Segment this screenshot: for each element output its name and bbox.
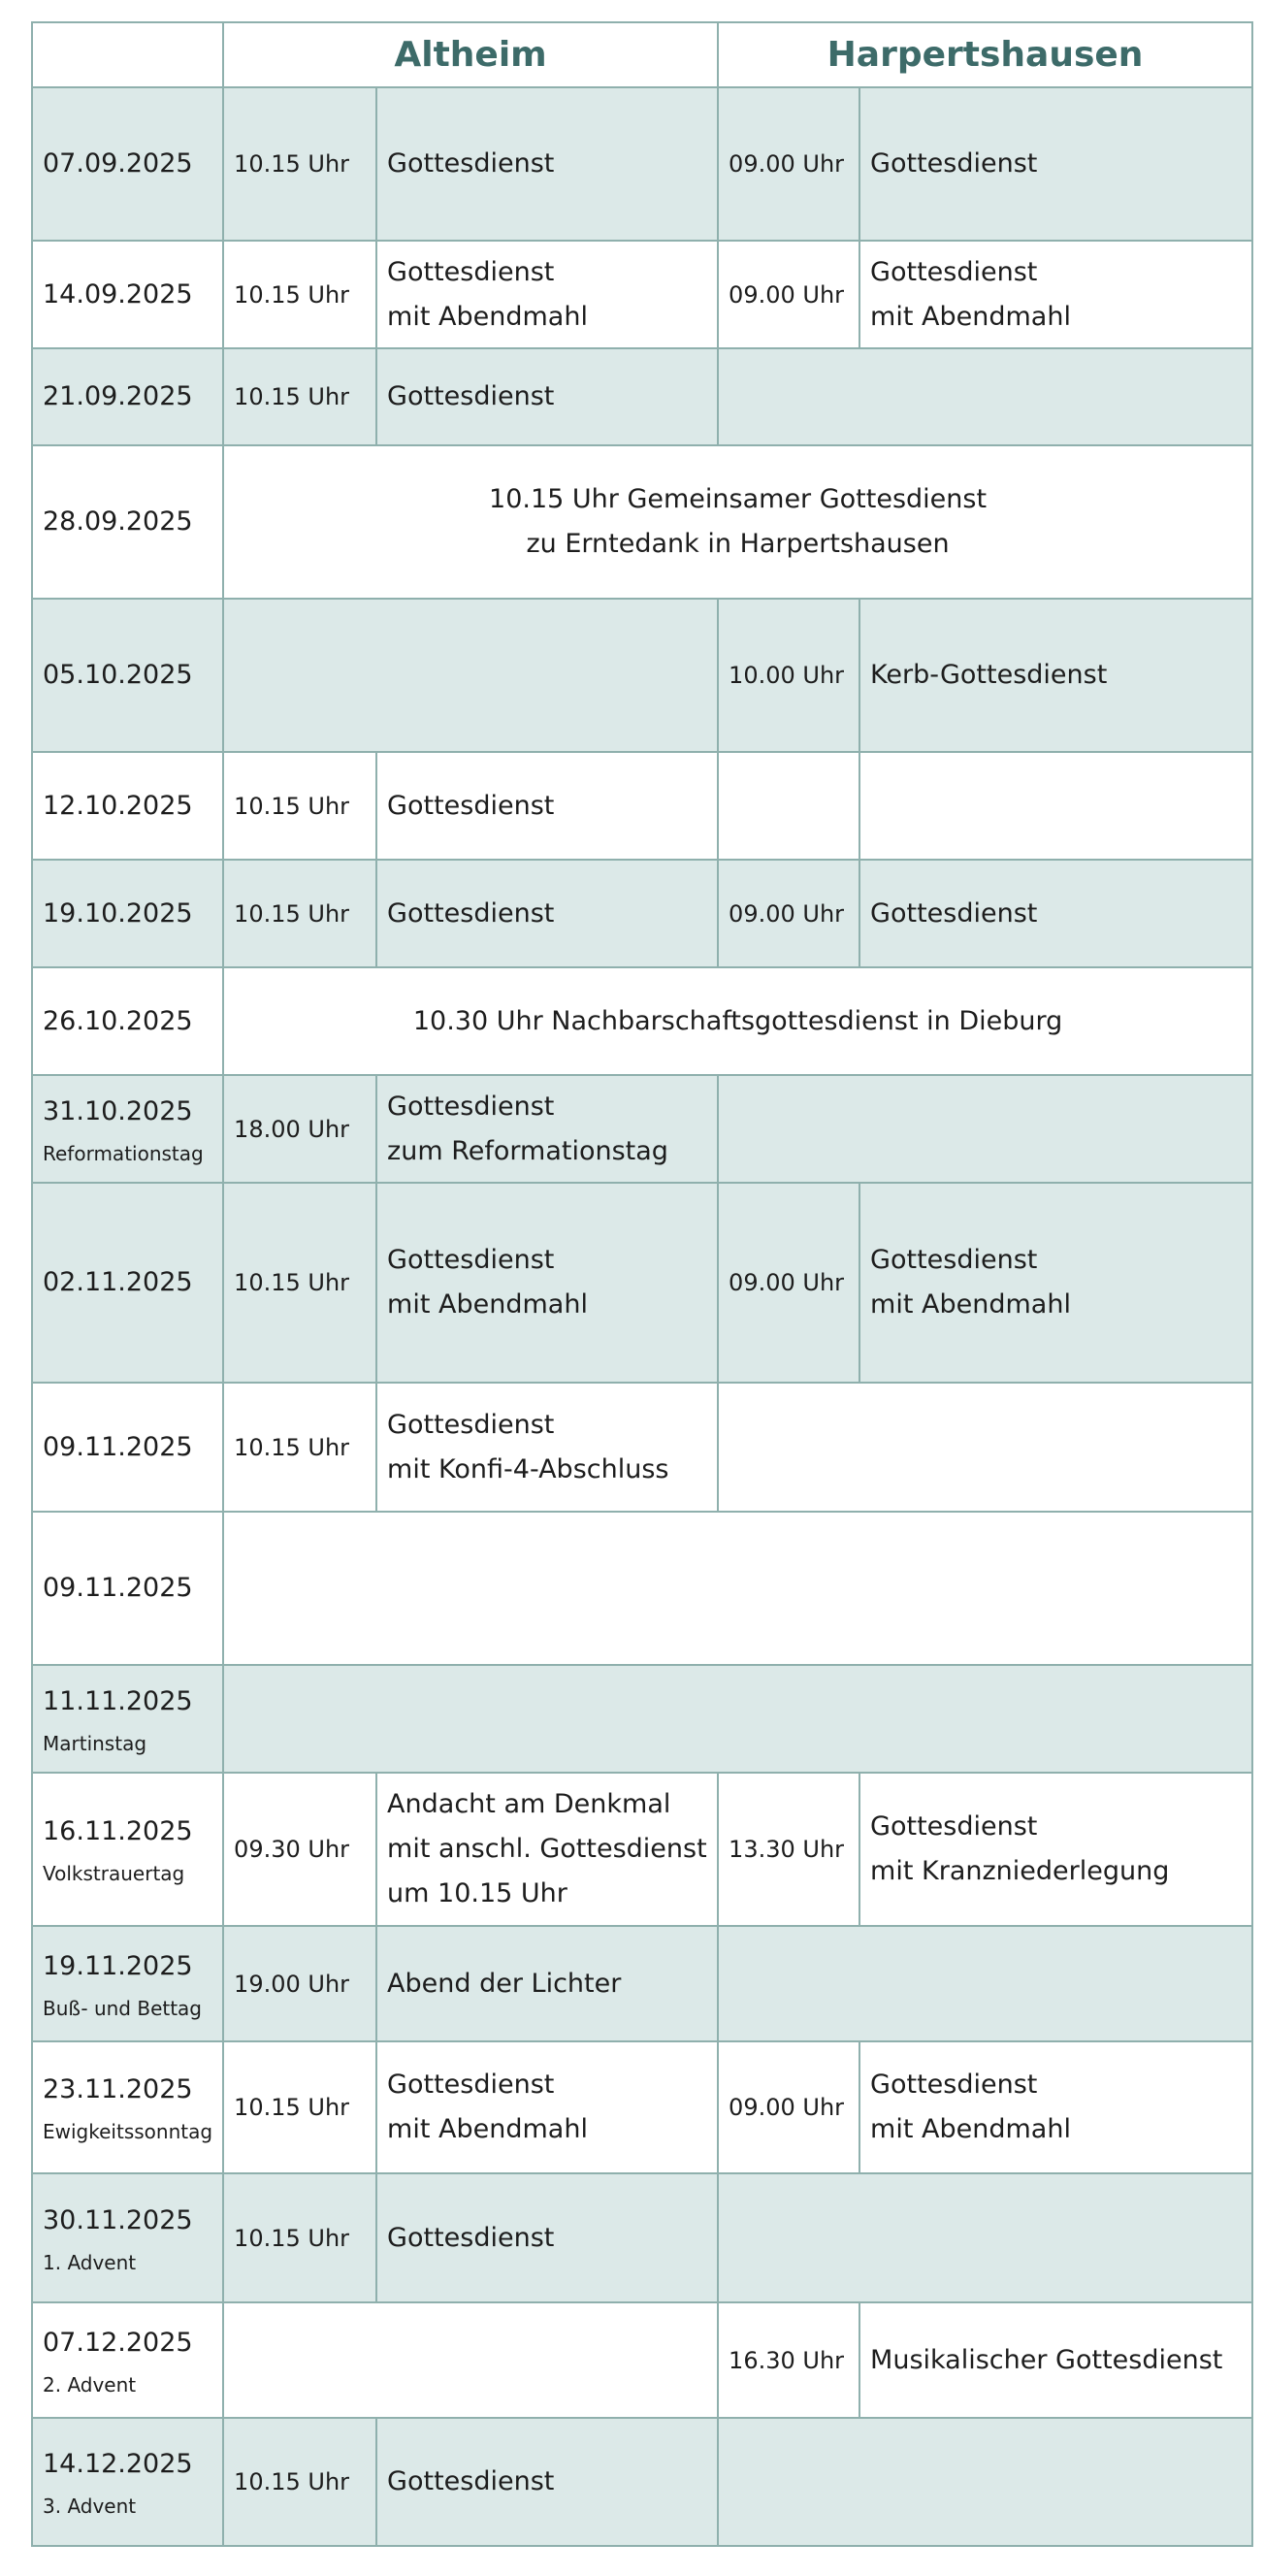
- harpertshausen-empty: [718, 1383, 1252, 1512]
- day-note: Volkstrauertag: [43, 1862, 185, 1885]
- altheim-header: Altheim: [223, 22, 718, 87]
- date-cell: 31.10.2025 Reformationstag: [32, 1075, 223, 1183]
- table-row: [32, 599, 1252, 752]
- harpertshausen-service: Gottesdienst mit Abendmahl: [859, 1183, 1252, 1383]
- day-note: 3. Advent: [43, 2494, 137, 2518]
- harpertshausen-time: 10.00 Uhr: [718, 599, 859, 752]
- altheim-service: Gottesdienst mit Abendmahl: [376, 2041, 718, 2173]
- harpertshausen-empty: [718, 1926, 1252, 2041]
- altheim-service: Andacht am Denkmal mit anschl. Gottesdienst um 10.15 Uhr: [376, 1773, 718, 1926]
- date-cell: 30.11.2025 1. Advent: [32, 2173, 223, 2302]
- table-row: [32, 2418, 1252, 2546]
- harpertshausen-time: 09.00 Uhr: [718, 860, 859, 967]
- harpertshausen-empty: [718, 348, 1252, 445]
- altheim-empty: [223, 599, 718, 752]
- date-column-header: [32, 22, 223, 87]
- day-note: 2. Advent: [43, 2372, 137, 2397]
- table-row: [32, 860, 1252, 967]
- harpertshausen-service: Musikalischer Gottesdienst: [859, 2302, 1252, 2418]
- table-row: [32, 1926, 1252, 2041]
- table-row: [32, 1075, 1252, 1183]
- day-note: Martinstag: [43, 1731, 147, 1755]
- table-row: [32, 87, 1252, 241]
- date-cell: 11.11.2025 Martinstag: [32, 1665, 223, 1773]
- day-note: Reformationstag: [43, 1141, 204, 1165]
- altheim-service: Abend der Lichter: [376, 1926, 718, 2041]
- altheim-time: 10.15 Uhr: [223, 752, 376, 860]
- date-cell: 21.09.2025: [32, 348, 223, 445]
- altheim-empty: [223, 2302, 718, 2418]
- altheim-service: Gottesdienst: [376, 752, 718, 860]
- harpertshausen-time: 09.00 Uhr: [718, 241, 859, 348]
- joint-service: 10.15 Uhr Gemeinsamer Gottesdienst zu Erntedank in Harpertshausen: [223, 445, 1252, 599]
- altheim-service: Gottesdienst: [376, 2418, 718, 2546]
- date-cell: 12.10.2025: [32, 752, 223, 860]
- date-cell: 05.10.2025: [32, 599, 223, 752]
- date-cell: 09.11.2025: [32, 1383, 223, 1512]
- harpertshausen-service: Kerb-Gottesdienst: [859, 599, 1252, 752]
- harpertshausen-empty: [718, 2418, 1252, 2546]
- harpertshausen-service: Gottesdienst mit Kranzniederlegung: [859, 1773, 1252, 1926]
- table-row: [32, 1383, 1252, 1512]
- altheim-service: Gottesdienst mit Abendmahl: [376, 1183, 718, 1383]
- altheim-service: Gottesdienst: [376, 87, 718, 241]
- altheim-service: Gottesdienst: [376, 860, 718, 967]
- altheim-service: Gottesdienst: [376, 2173, 718, 2302]
- date-cell: 16.11.2025 Volkstrauertag: [32, 1773, 223, 1926]
- altheim-time: 10.15 Uhr: [223, 1383, 376, 1512]
- date-cell: 09.11.2025: [32, 1512, 223, 1665]
- date-cell: 02.11.2025: [32, 1183, 223, 1383]
- altheim-service: Gottesdienst mit Konfi-4-Abschluss: [376, 1383, 718, 1512]
- altheim-time: 10.15 Uhr: [223, 860, 376, 967]
- table-row: [32, 1665, 1252, 1773]
- harpertshausen-service: Gottesdienst: [859, 87, 1252, 241]
- table-row: [32, 967, 1252, 1075]
- altheim-service: Gottesdienst: [376, 348, 718, 445]
- date-cell: 19.11.2025 Buß- und Bettag: [32, 1926, 223, 2041]
- harpertshausen-empty: [718, 1075, 1252, 1183]
- harpertshausen-service: Gottesdienst mit Abendmahl: [859, 241, 1252, 348]
- harpertshausen-time-empty: [718, 752, 859, 860]
- harpertshausen-header: Harpertshausen: [718, 22, 1252, 87]
- service-schedule-table: [31, 21, 1253, 2547]
- altheim-service: Gottesdienst zum Reformationstag: [376, 1075, 718, 1183]
- altheim-time: 10.15 Uhr: [223, 241, 376, 348]
- altheim-time: 18.00 Uhr: [223, 1075, 376, 1183]
- harpertshausen-time: 09.00 Uhr: [718, 1183, 859, 1383]
- table-row: [32, 1773, 1252, 1926]
- harpertshausen-time: 09.00 Uhr: [718, 87, 859, 241]
- harpertshausen-service-empty: [859, 752, 1252, 860]
- date-cell: 19.10.2025: [32, 860, 223, 967]
- table-row: [32, 752, 1252, 860]
- date-cell: 14.09.2025: [32, 241, 223, 348]
- empty-span-cell: [223, 1665, 1252, 1773]
- table-row: [32, 2302, 1252, 2418]
- date-cell: 14.12.2025 3. Advent: [32, 2418, 223, 2546]
- empty-span-cell: [223, 1512, 1252, 1665]
- table-row: [32, 1183, 1252, 1383]
- altheim-time: 10.15 Uhr: [223, 2418, 376, 2546]
- harpertshausen-time: 13.30 Uhr: [718, 1773, 859, 1926]
- altheim-time: 10.15 Uhr: [223, 2173, 376, 2302]
- table-row: [32, 348, 1252, 445]
- table-row: [32, 2041, 1252, 2173]
- day-note: Ewigkeitssonntag: [43, 2120, 213, 2143]
- altheim-time: 10.15 Uhr: [223, 2041, 376, 2173]
- date-cell: 28.09.2025: [32, 445, 223, 599]
- harpertshausen-empty: [718, 2173, 1252, 2302]
- date-cell: 23.11.2025 Ewigkeitssonntag: [32, 2041, 223, 2173]
- harpertshausen-service: Gottesdienst: [859, 860, 1252, 967]
- table-row: [32, 445, 1252, 599]
- altheim-time: 10.15 Uhr: [223, 348, 376, 445]
- day-note: Buß- und Bettag: [43, 1996, 203, 2020]
- date-cell: 26.10.2025: [32, 967, 223, 1075]
- date-cell: 07.12.2025 2. Advent: [32, 2302, 223, 2418]
- neighbourhood-service: 10.30 Uhr Nachbarschaftsgottesdienst in Dieburg: [223, 967, 1252, 1075]
- date-cell: 07.09.2025: [32, 87, 223, 241]
- harpertshausen-time: 09.00 Uhr: [718, 2041, 859, 2173]
- altheim-time: 19.00 Uhr: [223, 1926, 376, 2041]
- harpertshausen-service: Gottesdienst mit Abendmahl: [859, 2041, 1252, 2173]
- altheim-time: 10.15 Uhr: [223, 1183, 376, 1383]
- table-row: [32, 241, 1252, 348]
- harpertshausen-time: 16.30 Uhr: [718, 2302, 859, 2418]
- altheim-time: 09.30 Uhr: [223, 1773, 376, 1926]
- altheim-time: 10.15 Uhr: [223, 87, 376, 241]
- table-row: [32, 1512, 1252, 1665]
- table-row: [32, 2173, 1252, 2302]
- day-note: 1. Advent: [43, 2250, 137, 2274]
- header-row: [32, 22, 1252, 87]
- altheim-service: Gottesdienst mit Abendmahl: [376, 241, 718, 348]
